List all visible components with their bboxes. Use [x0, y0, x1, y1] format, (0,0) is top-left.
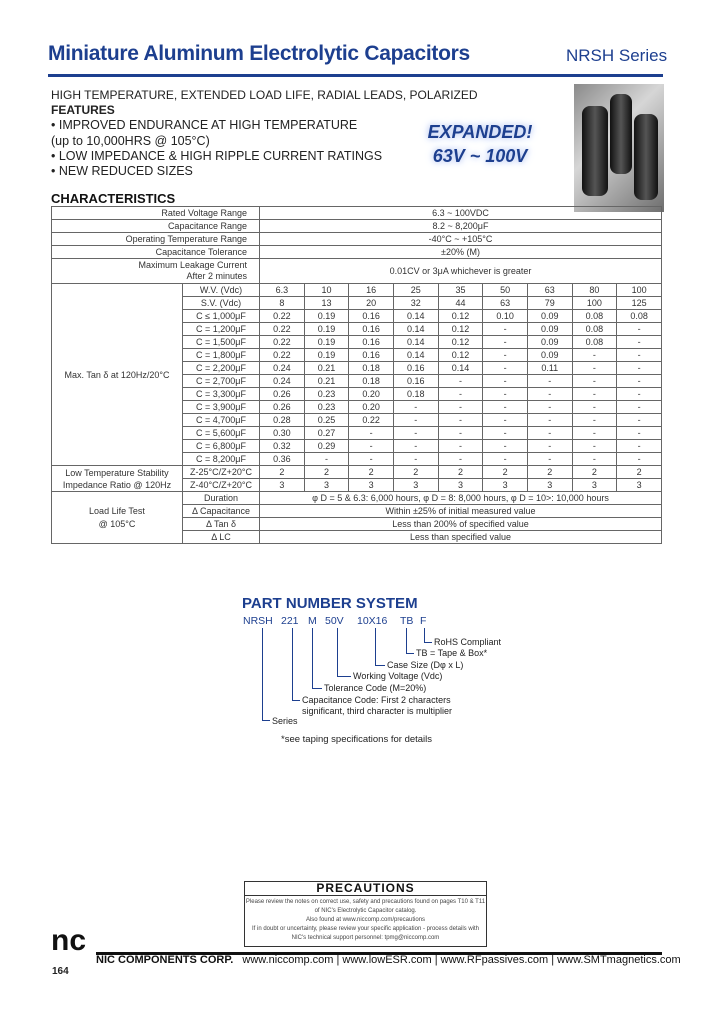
table-row — [52, 246, 662, 259]
precautions-line: Please review the notes on correct use, safety and precautions found on pages T10 & T11 — [245, 899, 486, 905]
table-cell: 0.20 — [349, 401, 394, 414]
table-cell: 3 — [527, 479, 572, 492]
capacitor-image — [634, 114, 658, 200]
table-cell: 0.18 — [349, 362, 394, 375]
table-cell: - — [438, 375, 483, 388]
table-cell: - — [438, 401, 483, 414]
table-row — [52, 259, 662, 284]
expanded-badge — [420, 120, 540, 168]
param-label: Rated Voltage Range — [52, 207, 260, 220]
table-cell: 44 — [438, 297, 483, 310]
table-cell: - — [572, 453, 617, 466]
table-cell: 0.22 — [260, 349, 305, 362]
table-cell: - — [617, 401, 662, 414]
row-label: W.V. (Vdc) — [183, 284, 260, 297]
row-label: Δ Tan δ — [183, 518, 260, 531]
pn-code-series: NRSH — [243, 615, 273, 627]
table-cell: 0.22 — [260, 310, 305, 323]
table-cell: 16 — [349, 284, 394, 297]
pn-desc: significant, third character is multiplier — [302, 706, 453, 716]
table-cell: 0.14 — [393, 349, 438, 362]
feature-item: • LOW IMPEDANCE & HIGH RIPPLE CURRENT RATINGS — [51, 149, 383, 163]
row-label: Duration — [183, 492, 260, 505]
table-row — [52, 233, 662, 246]
table-cell: 0.28 — [260, 414, 305, 427]
table-cell: 25 — [393, 284, 438, 297]
pn-code-case-size: 10X16 — [357, 615, 388, 627]
table-row — [52, 466, 662, 479]
table-cell: 0.14 — [438, 362, 483, 375]
table-cell: 0.16 — [393, 375, 438, 388]
table-cell: - — [572, 388, 617, 401]
table-cell: 125 — [617, 297, 662, 310]
table-row — [52, 284, 662, 297]
table-cell: 79 — [527, 297, 572, 310]
footer-links[interactable]: www.niccomp.com | www.lowESR.com | www.RFpassives.com | www.SMTmagnetics.com — [242, 954, 681, 966]
table-cell: 20 — [349, 297, 394, 310]
param-value: ±20% (M) — [260, 246, 662, 259]
badge-line: EXPANDED! — [427, 122, 533, 142]
table-cell: 0.08 — [572, 336, 617, 349]
title-rule — [48, 74, 663, 77]
table-cell: - — [617, 453, 662, 466]
table-cell: - — [617, 440, 662, 453]
table-cell: 0.36 — [260, 453, 305, 466]
row-label: S.V. (Vdc) — [183, 297, 260, 310]
table-cell: 100 — [617, 284, 662, 297]
table-cell: 0.14 — [393, 336, 438, 349]
table-cell: 2 — [483, 466, 528, 479]
features-heading: FEATURES — [51, 103, 115, 117]
pn-desc: RoHS Compliant — [434, 637, 502, 647]
table-cell: 0.24 — [260, 362, 305, 375]
param-label: Capacitance Tolerance — [52, 246, 260, 259]
characteristics-table — [51, 206, 662, 544]
table-cell: 3 — [304, 479, 349, 492]
pn-leader — [262, 720, 270, 721]
load-life-value: φ D = 5 & 6.3: 6,000 hours, φ D = 8: 8,000 hours, φ D = 10>: 10,000 hours — [260, 492, 662, 505]
table-cell: 0.16 — [349, 310, 394, 323]
table-cell: 0.16 — [349, 349, 394, 362]
row-label: C = 8,200μF — [183, 453, 260, 466]
precautions-line: of NIC's Electrolytic Capacitor catalog. — [314, 908, 417, 914]
page-title: Miniature Aluminum Electrolytic Capacitors — [48, 42, 470, 65]
row-label: C = 1,200μF — [183, 323, 260, 336]
pn-desc: Capacitance Code: First 2 characters — [302, 695, 451, 705]
pn-leader — [375, 665, 385, 666]
table-cell: - — [572, 427, 617, 440]
low-temp-label: Low Temperature Stability Impedance Ratio @ 120Hz — [52, 466, 183, 492]
table-cell: - — [438, 414, 483, 427]
table-cell: 0.20 — [349, 388, 394, 401]
pn-code-capacitance: 221 — [281, 615, 299, 627]
precautions-line: Also found at www.niccomp.com/precautions — [305, 917, 426, 923]
pn-leader — [375, 628, 376, 665]
table-cell: 3 — [483, 479, 528, 492]
table-cell: 0.09 — [527, 310, 572, 323]
table-cell: - — [527, 414, 572, 427]
table-cell: - — [572, 401, 617, 414]
pn-desc: Working Voltage (Vdc) — [353, 671, 443, 681]
row-label: C = 5,600μF — [183, 427, 260, 440]
row-label: C = 6,800μF — [183, 440, 260, 453]
table-cell: - — [393, 401, 438, 414]
table-cell: 0.10 — [483, 310, 528, 323]
pn-leader — [292, 628, 293, 700]
pn-leader — [312, 628, 313, 688]
table-cell: 0.26 — [260, 388, 305, 401]
load-life-value: Less than specified value — [260, 531, 662, 544]
table-cell: 0.11 — [527, 362, 572, 375]
table-cell: - — [572, 414, 617, 427]
table-cell: - — [393, 427, 438, 440]
table-cell: - — [483, 453, 528, 466]
table-cell: 0.22 — [349, 414, 394, 427]
table-cell: 2 — [260, 466, 305, 479]
pn-leader — [424, 628, 425, 642]
table-cell: - — [349, 440, 394, 453]
table-cell: 0.12 — [438, 323, 483, 336]
table-cell: - — [483, 401, 528, 414]
table-cell: 0.24 — [260, 375, 305, 388]
pn-leader — [262, 628, 263, 720]
badge-line: 63V ~ 100V — [432, 146, 528, 166]
table-cell: 32 — [393, 297, 438, 310]
precautions-title: PRECAUTIONS — [245, 882, 486, 896]
table-cell: 0.26 — [260, 401, 305, 414]
table-cell: - — [483, 362, 528, 375]
table-cell: - — [617, 349, 662, 362]
table-cell: 0.23 — [304, 401, 349, 414]
table-cell: - — [527, 401, 572, 414]
table-cell: - — [393, 440, 438, 453]
table-cell: - — [617, 375, 662, 388]
table-cell: 0.19 — [304, 349, 349, 362]
logo-text: nc — [51, 924, 87, 953]
table-cell: 0.32 — [260, 440, 305, 453]
table-cell: 2 — [304, 466, 349, 479]
load-life-label: Load Life Test @ 105°C — [52, 492, 183, 544]
feature-item: • IMPROVED ENDURANCE AT HIGH TEMPERATURE — [51, 118, 358, 132]
table-cell: - — [527, 440, 572, 453]
table-cell: - — [572, 375, 617, 388]
table-cell: 0.16 — [349, 323, 394, 336]
table-cell: 0.14 — [393, 323, 438, 336]
table-cell: - — [393, 453, 438, 466]
table-cell: - — [527, 427, 572, 440]
table-cell: 2 — [349, 466, 394, 479]
table-cell: - — [483, 323, 528, 336]
table-cell: - — [617, 362, 662, 375]
series-name: NRSH Series — [566, 46, 668, 65]
company-name: NIC COMPONENTS CORP. — [96, 954, 234, 966]
pn-desc: Series — [272, 716, 298, 726]
table-cell: 10 — [304, 284, 349, 297]
pn-leader — [406, 653, 414, 654]
table-cell: - — [527, 453, 572, 466]
pn-leader — [406, 628, 407, 653]
table-cell: 0.16 — [349, 336, 394, 349]
row-label: Δ LC — [183, 531, 260, 544]
table-cell: 3 — [617, 479, 662, 492]
table-cell: - — [483, 375, 528, 388]
table-row — [52, 207, 662, 220]
pn-leader — [337, 676, 351, 677]
table-cell: 8 — [260, 297, 305, 310]
table-cell: - — [483, 336, 528, 349]
table-row — [52, 220, 662, 233]
table-cell: - — [617, 414, 662, 427]
param-label: Capacitance Range — [52, 220, 260, 233]
row-label: C = 4,700μF — [183, 414, 260, 427]
table-cell: 3 — [349, 479, 394, 492]
precautions-line: If in doubt or uncertainty, please review your specific application - process details with — [251, 926, 479, 932]
table-cell: 0.22 — [260, 336, 305, 349]
tan-delta-label: Max. Tan δ at 120Hz/20°C — [52, 284, 183, 466]
table-cell: 3 — [572, 479, 617, 492]
pn-leader — [424, 642, 432, 643]
table-cell: - — [483, 414, 528, 427]
pn-desc: TB = Tape & Box* — [416, 648, 488, 658]
row-label: Z-40°C/Z+20°C — [183, 479, 260, 492]
table-cell: 2 — [617, 466, 662, 479]
table-cell: 3 — [260, 479, 305, 492]
capacitor-image — [582, 106, 608, 196]
table-cell: 0.21 — [304, 375, 349, 388]
table-cell: 0.21 — [304, 362, 349, 375]
table-cell: - — [483, 349, 528, 362]
table-cell: - — [438, 388, 483, 401]
table-cell: - — [572, 349, 617, 362]
table-cell: 0.23 — [304, 388, 349, 401]
param-value: -40°C ~ +105°C — [260, 233, 662, 246]
row-label: C = 2,200μF — [183, 362, 260, 375]
row-label: Z-25°C/Z+20°C — [183, 466, 260, 479]
table-cell: 100 — [572, 297, 617, 310]
table-cell: - — [617, 323, 662, 336]
table-cell: - — [527, 388, 572, 401]
capacitor-image — [610, 94, 632, 174]
table-cell: 0.30 — [260, 427, 305, 440]
table-cell: 0.29 — [304, 440, 349, 453]
table-cell: - — [349, 453, 394, 466]
table-cell: - — [617, 388, 662, 401]
table-cell: 0.09 — [527, 349, 572, 362]
pn-leader — [312, 688, 322, 689]
table-cell: - — [349, 427, 394, 440]
row-label: C = 3,900μF — [183, 401, 260, 414]
table-cell: 0.19 — [304, 310, 349, 323]
table-cell: 63 — [527, 284, 572, 297]
row-label: C = 1,500μF — [183, 336, 260, 349]
table-row — [52, 492, 662, 505]
table-cell: 2 — [527, 466, 572, 479]
table-cell: 2 — [572, 466, 617, 479]
table-cell: 63 — [483, 297, 528, 310]
precautions-box — [244, 881, 487, 947]
param-label: Maximum Leakage Current After 2 minutes — [52, 259, 260, 284]
table-cell: 0.09 — [527, 323, 572, 336]
table-cell: - — [572, 362, 617, 375]
table-cell: 0.18 — [393, 388, 438, 401]
pn-code-packaging: TB — [400, 615, 414, 627]
table-cell: - — [572, 440, 617, 453]
table-cell: 6.3 — [260, 284, 305, 297]
feature-item: (up to 10,000HRS @ 105°C) — [51, 134, 210, 148]
param-value: 0.01CV or 3μA whichever is greater — [260, 259, 662, 284]
table-cell: 2 — [393, 466, 438, 479]
characteristics-heading: CHARACTERISTICS — [51, 191, 176, 206]
table-cell: 3 — [438, 479, 483, 492]
footer-line — [96, 954, 681, 966]
row-label: C = 1,800μF — [183, 349, 260, 362]
pn-desc: Tolerance Code (M=20%) — [324, 683, 427, 693]
table-cell: - — [483, 440, 528, 453]
load-life-value: Less than 200% of specified value — [260, 518, 662, 531]
table-cell: 80 — [572, 284, 617, 297]
table-cell: 0.27 — [304, 427, 349, 440]
table-cell: 0.08 — [572, 310, 617, 323]
table-cell: 0.19 — [304, 323, 349, 336]
param-value: 8.2 ~ 8,200μF — [260, 220, 662, 233]
table-cell: 13 — [304, 297, 349, 310]
feature-item: • NEW REDUCED SIZES — [51, 164, 193, 178]
table-cell: - — [438, 427, 483, 440]
param-label: Operating Temperature Range — [52, 233, 260, 246]
table-cell: 2 — [438, 466, 483, 479]
nic-logo — [50, 923, 94, 953]
table-cell: 0.09 — [527, 336, 572, 349]
table-cell: 0.22 — [260, 323, 305, 336]
table-cell: 0.16 — [393, 362, 438, 375]
table-cell: 35 — [438, 284, 483, 297]
page-number: 164 — [52, 966, 69, 977]
table-cell: 50 — [483, 284, 528, 297]
pn-code-voltage: 50V — [325, 615, 344, 627]
table-cell: - — [617, 427, 662, 440]
table-cell: 0.08 — [617, 310, 662, 323]
pn-leader — [337, 628, 338, 676]
row-label: C = 3,300μF — [183, 388, 260, 401]
table-cell: - — [304, 453, 349, 466]
pn-leader — [292, 700, 300, 701]
table-cell: 0.12 — [438, 310, 483, 323]
table-cell: - — [393, 414, 438, 427]
table-cell: - — [617, 336, 662, 349]
row-label: Δ Capacitance — [183, 505, 260, 518]
pn-code-rohs: F — [420, 615, 427, 627]
table-cell: 0.19 — [304, 336, 349, 349]
table-cell: - — [438, 453, 483, 466]
table-cell: 0.08 — [572, 323, 617, 336]
pn-desc: Case Size (Dφ x L) — [387, 660, 464, 670]
table-cell: 0.18 — [349, 375, 394, 388]
part-number-heading: PART NUMBER SYSTEM — [242, 595, 418, 612]
taping-note: *see taping specifications for details — [281, 734, 433, 745]
table-cell: 0.12 — [438, 336, 483, 349]
product-photo — [574, 84, 664, 212]
param-value: 6.3 ~ 100VDC — [260, 207, 662, 220]
table-cell: - — [527, 375, 572, 388]
table-cell: - — [483, 388, 528, 401]
row-label: C = 2,700μF — [183, 375, 260, 388]
table-cell: 0.14 — [393, 310, 438, 323]
table-cell: 0.12 — [438, 349, 483, 362]
table-cell: - — [438, 440, 483, 453]
intro-line: HIGH TEMPERATURE, EXTENDED LOAD LIFE, RADIAL LEADS, POLARIZED — [51, 88, 478, 102]
load-life-value: Within ±25% of initial measured value — [260, 505, 662, 518]
pn-code-tolerance: M — [308, 615, 317, 627]
table-cell: 0.25 — [304, 414, 349, 427]
table-cell: - — [483, 427, 528, 440]
table-cell: 3 — [393, 479, 438, 492]
precautions-line: NIC's technical support personnel: tpmg@niccomp.com — [291, 935, 440, 941]
row-label: C ≤ 1,000μF — [183, 310, 260, 323]
